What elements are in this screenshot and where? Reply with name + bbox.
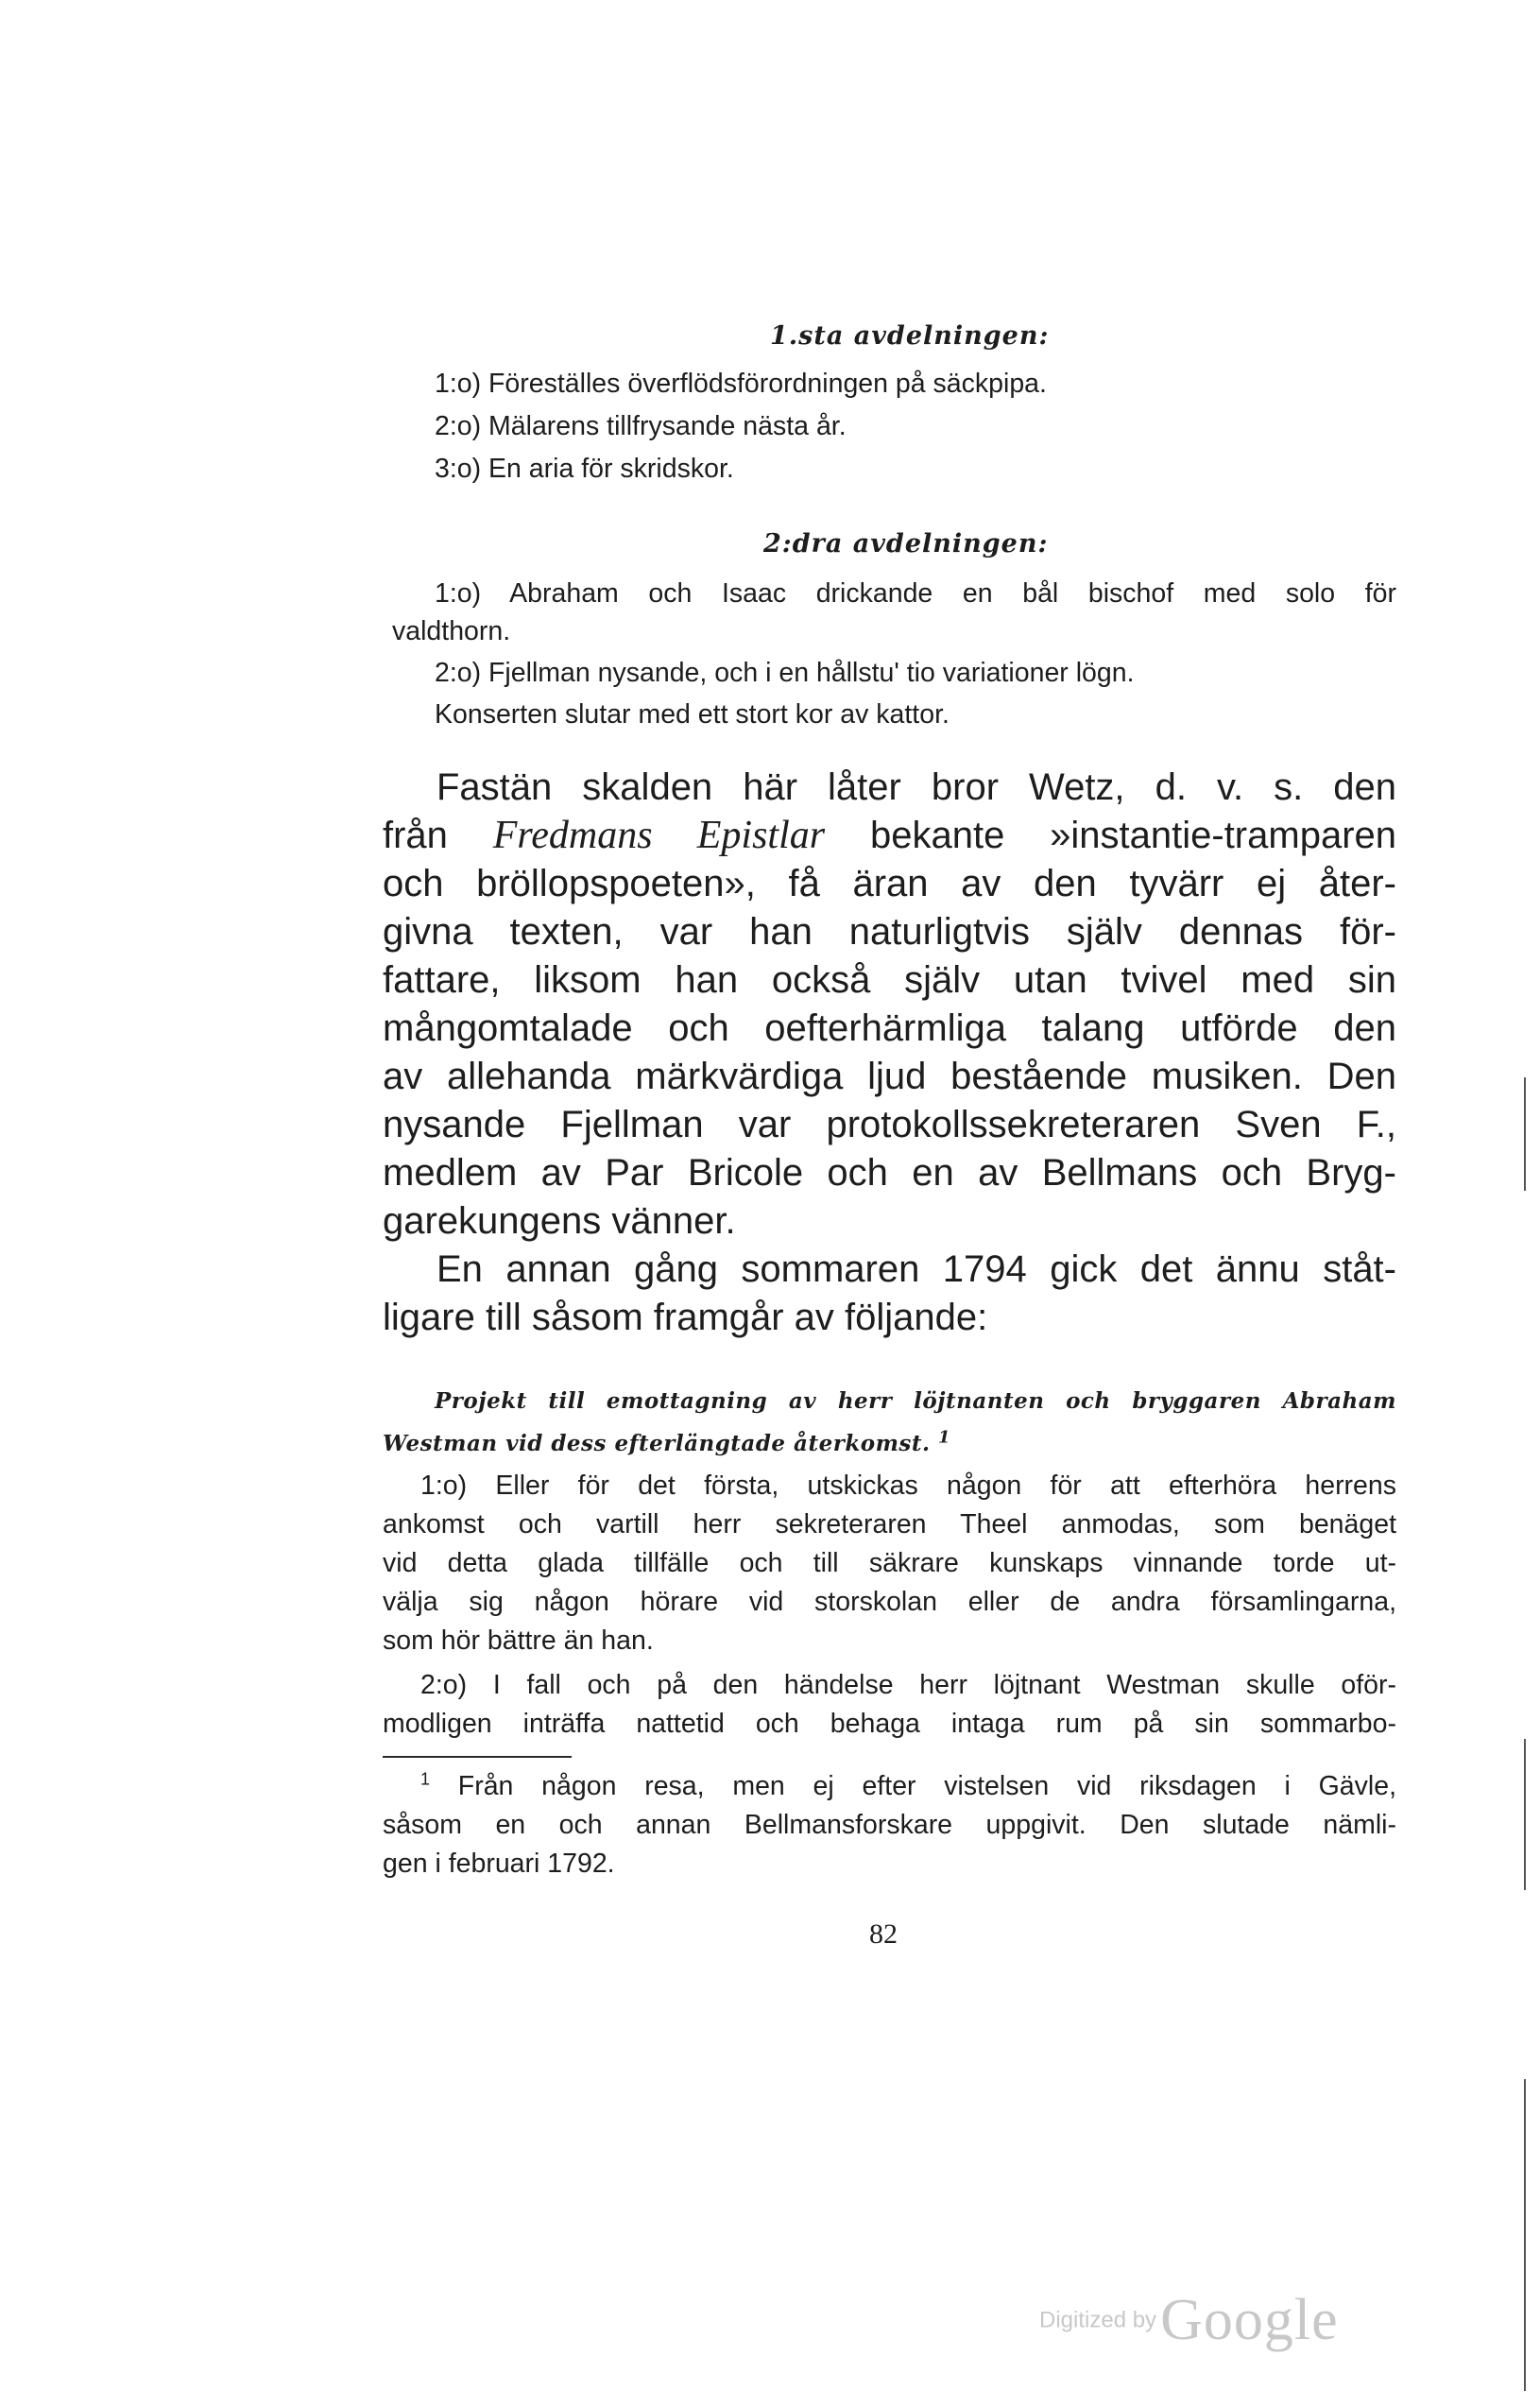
section-heading-1: 1.sta avdelningen: xyxy=(770,321,1050,351)
footnote xyxy=(383,1767,1396,1883)
digitized-watermark xyxy=(1039,2287,1339,2354)
text-line: medlem av Par Bricole och en av Bellmans och Bryg- xyxy=(383,1152,1396,1194)
footnote-marker: 1 xyxy=(420,1769,431,1789)
text-line: 1:o) Eller för det första, utskickas någon för att efterhöra herrens xyxy=(420,1471,1396,1501)
program-closing: Konserten slutar med ett stort kor av kattor. xyxy=(435,699,950,730)
text-line: Projekt till emottagning av herr löjtnanten och bryggaren Abraham xyxy=(435,1388,1396,1414)
scan-mark xyxy=(1524,1077,1526,1191)
text-line: och bröllopspoeten», få äran av den tyvärr ej åter- xyxy=(383,863,1396,904)
text-line: ligare till såsom framgår av följande: xyxy=(383,1297,988,1338)
footnote-rule xyxy=(383,1756,572,1758)
text-line: Fastän skalden här låter bror Wetz, d. v. s. den xyxy=(436,766,1396,808)
text-line: Westman vid dess efterlängtade återkomst. $^1$ xyxy=(383,1427,951,1456)
text-line: från Fredmans Epistlar bekante »instantie-tramparen xyxy=(383,814,1396,857)
text-line: som hör bättre än han. xyxy=(383,1625,654,1656)
page-number: 82 xyxy=(869,1918,898,1950)
text-line: välja sig någon hörare vid storskolan eller de andra församlingarna, xyxy=(383,1587,1396,1617)
text-line: vid detta glada tillfälle och till säkrare kunskaps vinnande torde ut- xyxy=(383,1548,1396,1578)
program-item-continuation: valdthorn. xyxy=(392,616,511,646)
text-line: såsom en och annan Bellmansforskare uppgivit. Den slutade nämli- xyxy=(383,1810,1396,1840)
project-title xyxy=(383,1380,1396,1465)
text-line: modligen inträffa nattetid och behaga intaga rum på sin sommarbo- xyxy=(383,1709,1396,1739)
watermark-prefix: Digitized by xyxy=(1039,2307,1157,2333)
text-line: fattare, liksom han också själv utan tvivel med sin xyxy=(383,959,1396,1001)
text-line: av allehanda märkvärdiga ljud bestående musiken. Den xyxy=(383,1056,1396,1097)
text-line: nysande Fjellman var protokollssekreteraren Sven F., xyxy=(383,1104,1396,1145)
program-item: 2:o) Mälarens tillfrysande nästa år. xyxy=(435,411,847,441)
google-logo: Google xyxy=(1160,2288,1339,2352)
section-heading-2: 2:dra avdelningen: xyxy=(763,529,1049,559)
text-line: garekungens vänner. xyxy=(383,1200,736,1242)
text-line: gen i februari 1792. xyxy=(383,1849,615,1879)
main-paragraph xyxy=(383,764,1396,1342)
text-line: givna texten, var han naturligtvis själv dennas för- xyxy=(383,911,1396,953)
scan-mark xyxy=(1524,2079,1526,2391)
text-line: $^1$ Från någon resa, men ej efter vistelsen vid riksdagen i Gävle, xyxy=(420,1769,1396,1801)
text-line: En annan gång sommaren 1794 gick det ännu ståt- xyxy=(436,1248,1396,1290)
footnote-ref: 1 xyxy=(938,1427,951,1448)
text-line: mångomtalade och oefterhärmliga talang utförde den xyxy=(383,1007,1396,1049)
program-item: 3:o) En aria för skridskor. xyxy=(435,454,734,484)
text-line: 2:o) I fall och på den händelse herr löjtnant Westman skulle oför- xyxy=(420,1670,1396,1700)
scan-mark xyxy=(1524,1739,1526,1890)
program-item: 1:o) Abraham och Isaac drickande en bål bischof med solo för xyxy=(435,578,1396,609)
text-line: ankomst och vartill herr sekreteraren Theel anmodas, som benäget xyxy=(383,1509,1396,1539)
book-title-italic: Fredmans Epistlar xyxy=(492,814,826,857)
project-body xyxy=(383,1467,1396,1744)
program-item: 1:o) Föreställes överflödsförordningen på säckpipa. xyxy=(435,369,1047,399)
program-item: 2:o) Fjellman nysande, och i en hållstu' tio variationer lögn. xyxy=(435,658,1135,688)
